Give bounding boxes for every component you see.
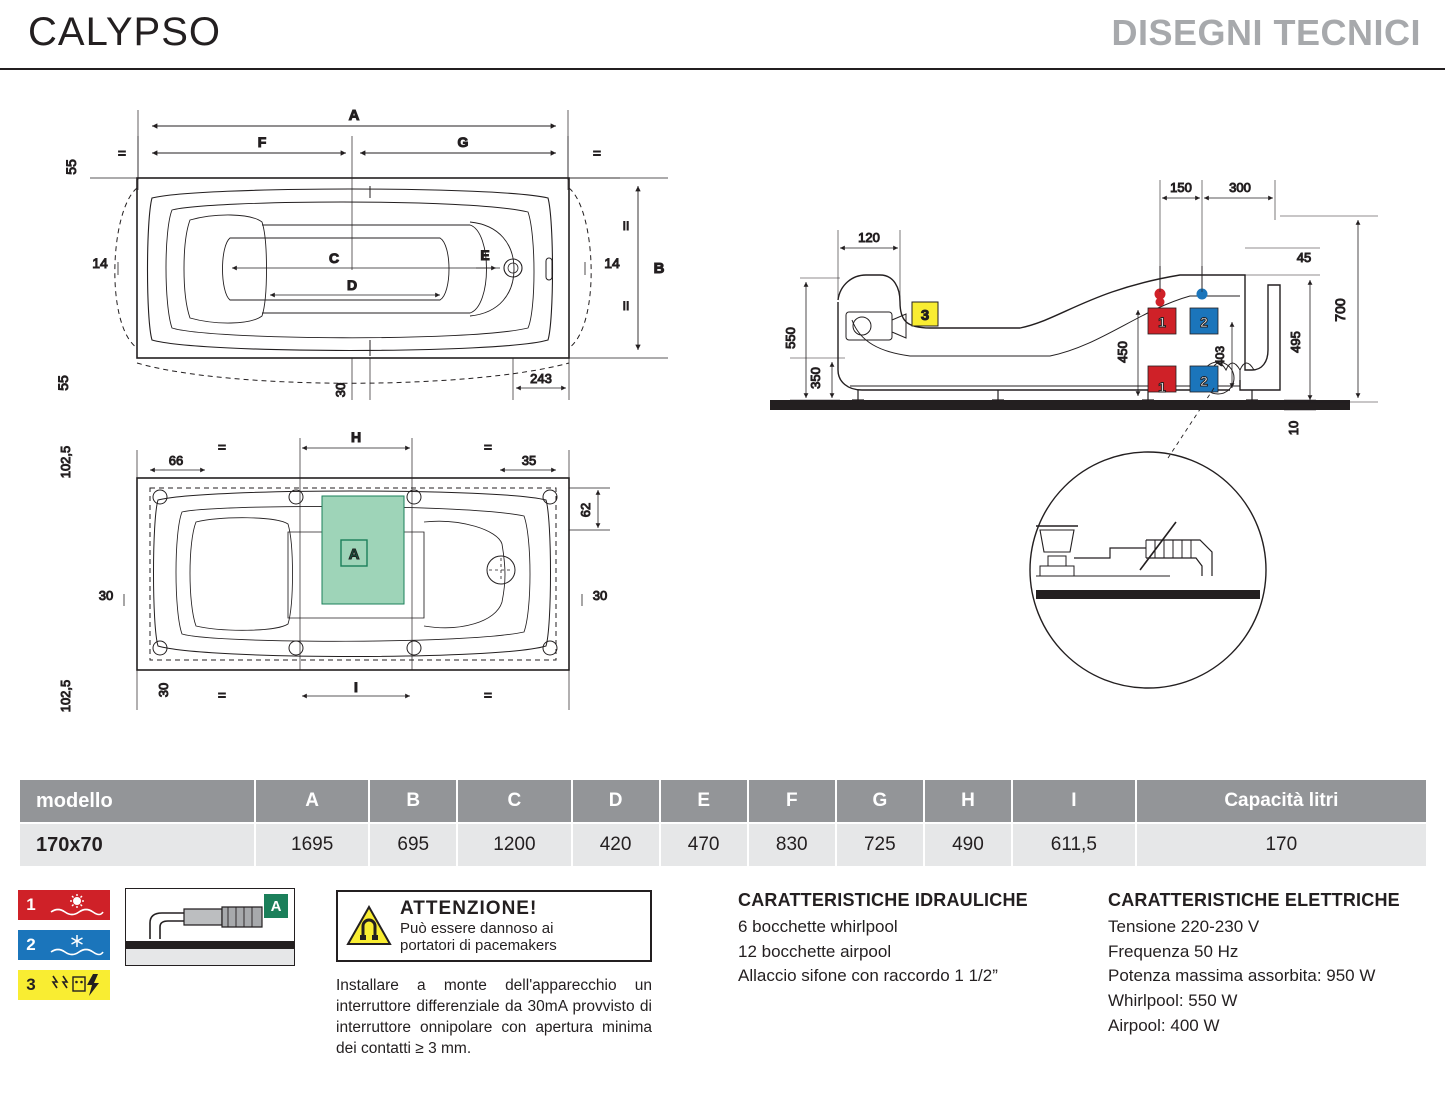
svg-text:2: 2: [1200, 373, 1208, 389]
electric-line-4: Whirlpool: 550 W: [1108, 990, 1238, 1010]
table-header-a: A: [255, 779, 369, 823]
electric-title: CARATTERISTICHE ELETTRICHE: [1108, 890, 1400, 910]
table-header-h: H: [924, 779, 1012, 823]
svg-text:30: 30: [592, 588, 608, 603]
electric-line-5: Airpool: 400 W: [1108, 1015, 1220, 1035]
svg-text:403: 403: [1213, 345, 1227, 367]
table-row: [19, 823, 1427, 867]
cell-capacity: 170: [1136, 823, 1427, 867]
svg-text:3: 3: [920, 307, 930, 324]
installation-note: Installare a monte dell'apparecchio un interruttore differenziale da 30mA provvisto di interruttore onnipolare con apertura minima dei contatti ≥ 3 mm.: [336, 977, 652, 1057]
electric-line-3: Potenza massima assorbita: 950 W: [1108, 966, 1376, 986]
table-header-e: E: [660, 779, 748, 823]
svg-text:14: 14: [604, 255, 620, 271]
technical-drawings: [0, 70, 1445, 770]
table-header-f: F: [748, 779, 836, 823]
svg-text:35: 35: [521, 453, 537, 468]
electric-specs: [1108, 890, 1438, 1038]
svg-text:495: 495: [1288, 331, 1303, 353]
cell-d: 420: [572, 823, 660, 867]
svg-text:F: F: [257, 134, 267, 150]
svg-text:1: 1: [1158, 379, 1166, 395]
svg-text:300: 300: [1229, 180, 1251, 195]
cell-c: 1200: [457, 823, 571, 867]
hydraulic-line-3: Allaccio sifone con raccordo 1 1/2”: [738, 966, 998, 986]
svg-text:A: A: [348, 546, 360, 563]
cell-a: 1695: [255, 823, 369, 867]
svg-text:2: 2: [1200, 314, 1208, 330]
cell-h: 490: [924, 823, 1012, 867]
svg-text:550: 550: [783, 327, 798, 349]
warning-line-1: Può essere dannoso ai: [400, 919, 554, 937]
warning-line-2: portatori di pacemakers: [400, 936, 557, 954]
svg-text:102,5: 102,5: [58, 445, 73, 479]
electric-line-1: Tensione 220-230 V: [1108, 917, 1260, 936]
svg-text:700: 700: [1332, 298, 1348, 322]
table-header-row: [19, 779, 1427, 823]
brand-title: CALYPSO: [28, 10, 221, 54]
svg-text:=: =: [117, 145, 127, 161]
dimensions-table: [18, 778, 1428, 868]
table-header-c: C: [457, 779, 571, 823]
svg-text:D: D: [346, 277, 358, 293]
legend-number-3: 3: [18, 970, 44, 1000]
svg-text:102,5: 102,5: [58, 679, 73, 713]
cell-e: 470: [660, 823, 748, 867]
hydraulic-line-1: 6 bocchette whirlpool: [738, 917, 898, 936]
cell-i: 611,5: [1012, 823, 1136, 867]
svg-text:A: A: [348, 107, 360, 124]
svg-text:30: 30: [156, 682, 171, 698]
document-title: DISEGNI TECNICI: [1111, 12, 1421, 53]
svg-text:45: 45: [1296, 250, 1312, 265]
svg-text:H: H: [350, 429, 362, 445]
table-header-capacity: Capacità litri: [1136, 779, 1427, 823]
legend-number-1: 1: [18, 890, 44, 920]
legend-item-electric: [18, 968, 148, 1002]
bottom-info: [0, 880, 1445, 1099]
svg-text:1: 1: [1158, 314, 1166, 330]
table-header-b: B: [369, 779, 457, 823]
cell-g: 725: [836, 823, 924, 867]
svg-text:350: 350: [808, 367, 823, 389]
svg-text:120: 120: [858, 230, 880, 245]
svg-text:II: II: [622, 299, 630, 313]
svg-text:243: 243: [530, 371, 552, 386]
svg-text:=: =: [483, 439, 493, 455]
table-header-g: G: [836, 779, 924, 823]
svg-text:G: G: [457, 134, 469, 150]
svg-text:=: =: [592, 145, 602, 161]
drain-connection-diagram: [125, 888, 295, 966]
cell-b: 695: [369, 823, 457, 867]
panel-a-badge: A: [264, 894, 288, 918]
electric-icon: [44, 970, 110, 1000]
legend-number-2: 2: [18, 930, 44, 960]
table-header-d: D: [572, 779, 660, 823]
warning-triangle-icon: [346, 905, 392, 947]
svg-text:55: 55: [55, 375, 71, 391]
electric-line-2: Frequenza 50 Hz: [1108, 941, 1239, 961]
page-header: [0, 0, 1445, 70]
svg-text:150: 150: [1170, 180, 1192, 195]
svg-text:C: C: [328, 250, 340, 266]
svg-text:I: I: [354, 679, 358, 695]
table-header-modello: modello: [19, 779, 255, 823]
svg-text:30: 30: [333, 382, 348, 398]
hydraulic-line-2: 12 bocchette airpool: [738, 941, 892, 961]
cold-water-icon: [44, 930, 110, 960]
svg-text:14: 14: [92, 255, 108, 271]
cell-model: 170x70: [19, 823, 255, 867]
warning-title: ATTENZIONE!: [400, 897, 538, 919]
svg-text:II: II: [622, 219, 630, 233]
svg-text:=: =: [217, 439, 227, 455]
hydraulic-title: CARATTERISTICHE IDRAULICHE: [738, 890, 1028, 910]
svg-text:62: 62: [578, 502, 593, 518]
svg-text:B: B: [653, 260, 665, 277]
pacemaker-warning-box: [336, 890, 652, 962]
hydraulic-specs: [738, 890, 1088, 989]
svg-text:E: E: [480, 247, 490, 263]
cell-f: 830: [748, 823, 836, 867]
svg-text:10: 10: [1286, 420, 1301, 436]
svg-text:450: 450: [1115, 341, 1130, 363]
svg-text:55: 55: [63, 159, 79, 175]
svg-text:=: =: [217, 687, 227, 703]
table-header-i: I: [1012, 779, 1136, 823]
svg-text:66: 66: [168, 453, 184, 468]
svg-text:30: 30: [98, 588, 114, 603]
hot-water-icon: [44, 890, 110, 920]
svg-text:=: =: [483, 687, 493, 703]
